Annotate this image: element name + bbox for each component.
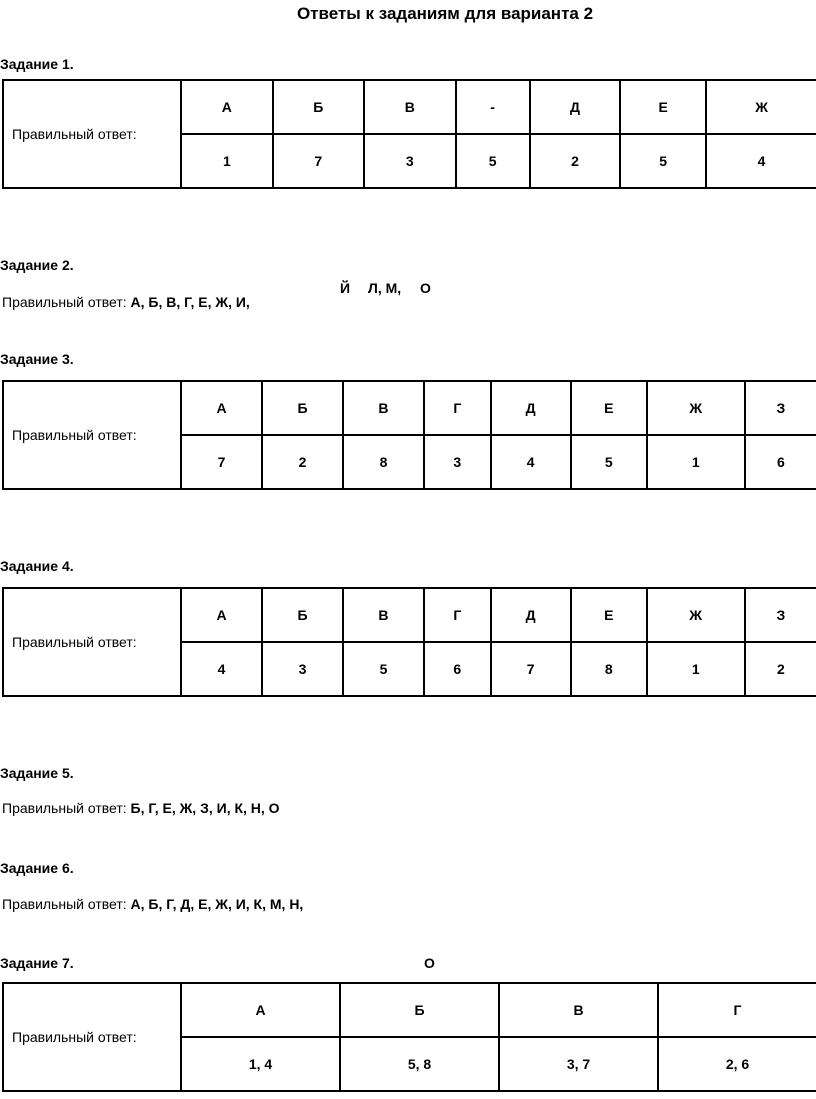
header-cell: Б: [262, 588, 343, 642]
value-cell: 7: [273, 134, 364, 188]
header-cell: В: [343, 381, 424, 435]
header-cell: Д: [530, 80, 621, 134]
header-cell: Г: [658, 983, 816, 1037]
header-cell: Е: [571, 381, 647, 435]
header-cell: З: [745, 588, 816, 642]
value-cell: 2, 6: [658, 1037, 816, 1091]
value-cell: 4: [181, 642, 262, 696]
answer-label: Правильный ответ:: [3, 983, 181, 1091]
task-2-answer: А, Б, В, Г, Е, Ж, И,: [130, 294, 250, 310]
answer-label: Правильный ответ:: [2, 294, 127, 310]
header-cell: В: [364, 80, 456, 134]
value-cell: 5, 8: [340, 1037, 499, 1091]
page-title: Ответы к заданиям для варианта 2: [296, 4, 594, 23]
value-cell: 6: [424, 642, 491, 696]
task-1-title: Задание 1.: [0, 56, 74, 72]
task-6-title: Задание 6.: [0, 860, 74, 876]
value-cell: 2: [262, 435, 343, 489]
task-6-answer: А, Б, Г, Д, Е, Ж, И, К, М, Н,: [130, 896, 304, 912]
task-3-title: Задание 3.: [0, 351, 74, 367]
header-cell: Д: [491, 381, 571, 435]
value-cell: 3: [424, 435, 491, 489]
value-cell: 3, 7: [499, 1037, 658, 1091]
value-cell: 3: [364, 134, 456, 188]
table-row: [3, 983, 816, 1037]
header-cell: В: [499, 983, 658, 1037]
answer-label: Правильный ответ:: [2, 896, 127, 912]
header-cell: Е: [571, 588, 647, 642]
header-cell: В: [343, 588, 424, 642]
header-cell: -: [456, 80, 530, 134]
task-6-answer-line: [2, 896, 303, 912]
value-cell: 2: [745, 642, 816, 696]
header-cell: Г: [424, 588, 491, 642]
header-cell: Г: [424, 381, 491, 435]
header-cell: Б: [340, 983, 499, 1037]
header-cell: А: [181, 983, 340, 1037]
header-cell: Д: [491, 588, 571, 642]
value-cell: 7: [181, 435, 262, 489]
task-4-title: Задание 4.: [0, 558, 74, 574]
task-7-table: [2, 982, 816, 1092]
value-cell: 1, 4: [181, 1037, 340, 1091]
value-cell: 1: [647, 642, 745, 696]
header-cell: Ж: [706, 80, 816, 134]
value-cell: 5: [571, 435, 647, 489]
value-cell: 3: [262, 642, 343, 696]
value-cell: 1: [181, 134, 273, 188]
value-cell: 5: [343, 642, 424, 696]
value-cell: 2: [530, 134, 621, 188]
header-cell: Б: [262, 381, 343, 435]
task-2-fragment-c: О: [420, 280, 431, 296]
task-5-answer-line: [2, 800, 280, 816]
value-cell: 8: [343, 435, 424, 489]
table-row: [3, 588, 816, 642]
answer-label: Правильный ответ:: [3, 80, 181, 188]
header-cell: А: [181, 588, 262, 642]
header-cell: А: [181, 381, 262, 435]
value-cell: 5: [620, 134, 706, 188]
table-row: [3, 80, 816, 134]
header-cell: Ж: [647, 381, 745, 435]
value-cell: 8: [571, 642, 647, 696]
table-row: [3, 381, 816, 435]
value-cell: 7: [491, 642, 571, 696]
header-cell: Е: [620, 80, 706, 134]
task-7-title: Задание 7.: [0, 955, 74, 971]
header-cell: А: [181, 80, 273, 134]
task-3-table: [2, 380, 816, 490]
answer-label: Правильный ответ:: [3, 381, 181, 489]
answer-label: Правильный ответ:: [3, 588, 181, 696]
task-2-fragment-b: Л, М,: [368, 280, 402, 296]
task-2-fragment-a: Й: [340, 280, 351, 296]
value-cell: 1: [647, 435, 745, 489]
value-cell: 4: [491, 435, 571, 489]
header-cell: Ж: [647, 588, 745, 642]
task-4-table: [2, 587, 816, 697]
task-2-title: Задание 2.: [0, 257, 74, 273]
value-cell: 6: [745, 435, 816, 489]
task-7-fragment: О: [424, 955, 435, 971]
value-cell: 5: [456, 134, 530, 188]
header-cell: З: [745, 381, 816, 435]
task-5-title: Задание 5.: [0, 765, 74, 781]
task-2-answer-line: [2, 294, 250, 310]
value-cell: 4: [706, 134, 816, 188]
task-1-table: [2, 79, 816, 189]
answer-label: Правильный ответ:: [2, 800, 127, 816]
header-cell: Б: [273, 80, 364, 134]
task-5-answer: Б, Г, Е, Ж, З, И, К, Н, О: [130, 800, 280, 816]
